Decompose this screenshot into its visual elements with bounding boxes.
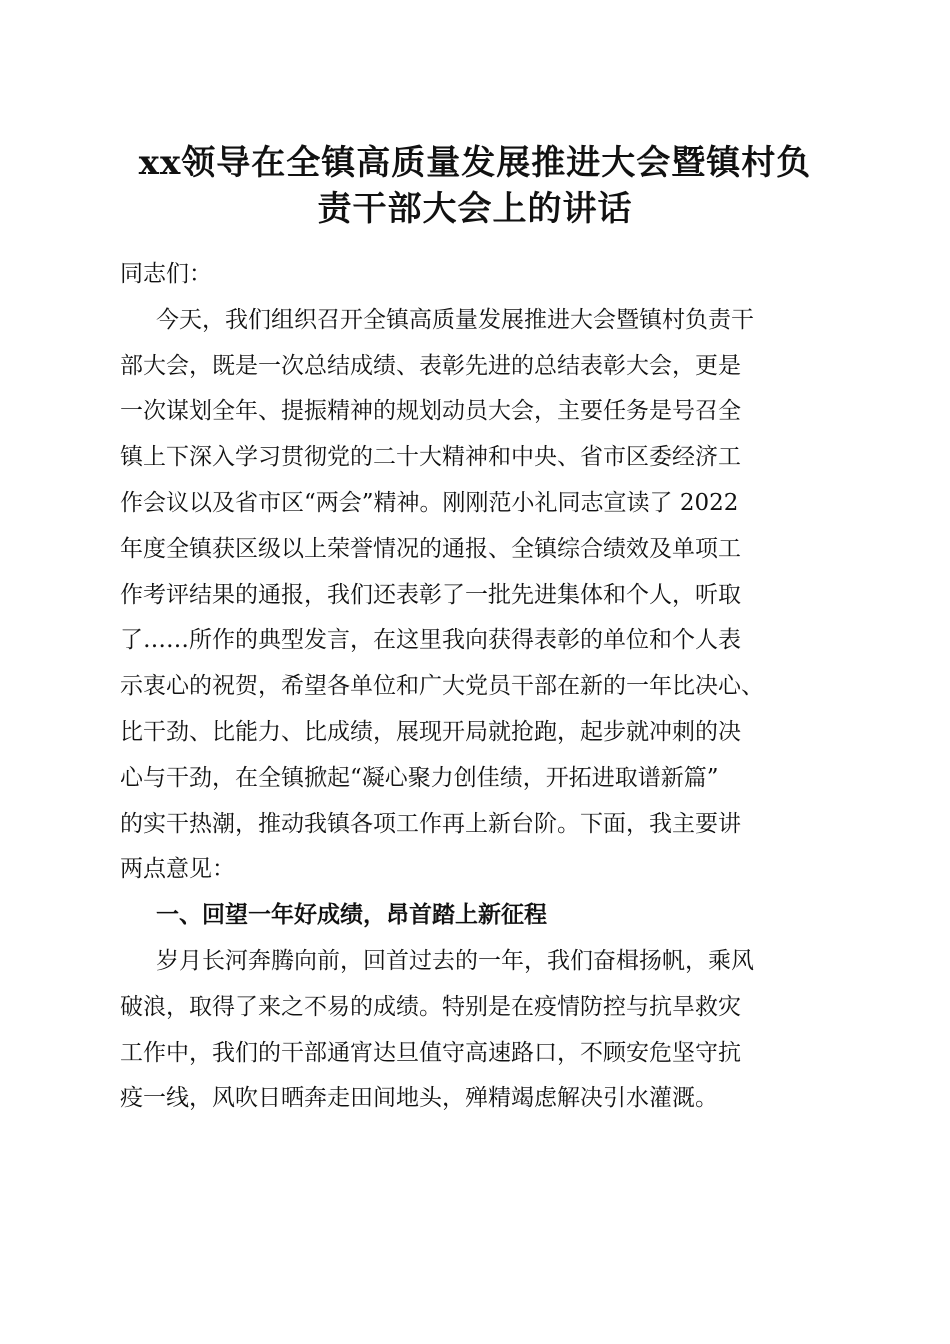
paragraph1-line: 部大会，既是一次总结成绩、表彰先进的总结表彰大会，更是: [120, 352, 741, 379]
paragraph1-line: 两点意见：: [120, 856, 235, 883]
salutation: 同志们：: [120, 261, 212, 287]
paragraph2-line: 岁月长河奔腾向前，回首过去的一年，我们奋楫扬帆，乘风: [156, 947, 754, 974]
paragraph1-line: 示衷心的祝贺，希望各单位和广大党员干部在新的一年比决心、: [120, 673, 764, 700]
paragraph1-line: 年度全镇获区级以上荣誉情况的通报、全镇综合绩效及单项工: [120, 535, 741, 562]
paragraph1-line: 了……所作的典型发言，在这里我向获得表彰的单位和个人表: [120, 627, 741, 654]
paragraph1-line: 比干劲、比能力、比成绩，展现开局就抢跑，起步就冲刺的决: [120, 718, 741, 745]
paragraph2-line: 破浪，取得了来之不易的成绩。特别是在疫情防控与抗旱救灾: [120, 993, 741, 1020]
section-heading-1: 一、回望一年好成绩，昂首踏上新征程: [156, 902, 547, 929]
paragraph2-line: 工作中，我们的干部通宵达旦值守高速路口，不顾安危坚守抗: [120, 1039, 741, 1066]
paragraph2-line: 疫一线，风吹日晒奔走田间地头，殚精竭虑解决引水灌溉。: [120, 1085, 718, 1112]
title-line-2: 责干部大会上的讲话: [317, 189, 633, 229]
paragraph1-line: 心与干劲，在全镇掀起“凝心聚力创佳绩，开拓进取谱新篇”: [120, 764, 719, 791]
document-title: [100, 140, 850, 232]
document-body: [120, 252, 840, 1122]
paragraph1-line: 作考评结果的通报，我们还表彰了一批先进集体和个人，听取: [120, 581, 741, 608]
title-line-1: xx领导在全镇高质量发展推进大会暨镇村负: [138, 143, 812, 183]
paragraph1-line: 镇上下深入学习贯彻党的二十大精神和中央、省市区委经济工: [120, 444, 741, 471]
paragraph1-line: 一次谋划全年、提振精神的规划动员大会，主要任务是号召全: [120, 398, 741, 425]
paragraph1-line: 的实干热潮，推动我镇各项工作再上新台阶。下面，我主要讲: [120, 810, 741, 837]
paragraph1-line: 作会议以及省市区“两会”精神。刚刚范小礼同志宣读了 2022: [120, 489, 739, 516]
paragraph1-line: 今天，我们组织召开全镇高质量发展推进大会暨镇村负责干: [156, 306, 754, 333]
